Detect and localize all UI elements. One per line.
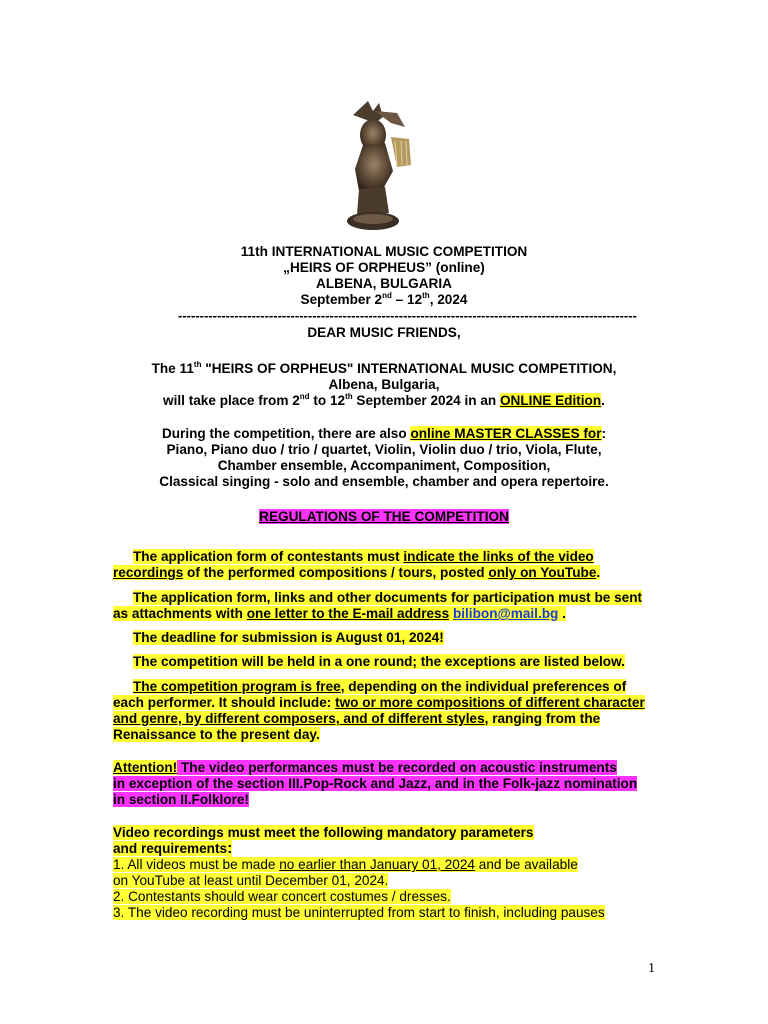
round-line: The competition will be held in a one round; the exceptions are listed below. xyxy=(133,654,625,669)
deadline-line: The deadline for submission is August 01, 2024! xyxy=(133,630,444,645)
para2-line-2: as attachments with one letter to the E-mail address bilibon@mail.bg . xyxy=(113,606,566,621)
program-line-2: each performer. It should include: two or more compositions of different character xyxy=(113,695,645,710)
online-edition-highlight: ONLINE Edition xyxy=(499,393,602,408)
attention-line-2: in exception of the section III.Pop-Rock and Jazz, and in the Folk-jazz nomination xyxy=(113,776,638,791)
orpheus-statue-photo xyxy=(313,93,432,235)
attention-label: Attention! xyxy=(113,760,178,775)
video-item-1-cont: on YouTube at least until December 01, 2024. xyxy=(113,873,389,888)
program-line-3: and genre, by different composers, and of different styles, ranging from the xyxy=(113,711,601,726)
competition-name: „HEIRS OF ORPHEUS” (online) xyxy=(283,260,485,275)
intro-line-1: The 11th "HEIRS OF ORPHEUS" INTERNATIONAL MUSIC COMPETITION, xyxy=(151,360,617,376)
video-title-line-2: and requirements: xyxy=(113,840,233,857)
video-item-1: 1. All videos must be made no earlier than January 01, 2024 and be available xyxy=(113,857,578,872)
intro-line-3: will take place from 2nd to 12th September 2024 in an ONLINE Edition. xyxy=(163,392,605,408)
program-line-4: Renaissance to the present day. xyxy=(113,727,320,742)
master-classes-highlight: online MASTER CLASSES for xyxy=(410,426,602,441)
master-classes-line-2: Piano, Piano duo / trio / quartet, Violin, Violin duo / trio, Viola, Flute, xyxy=(166,442,602,457)
video-item-2: 2. Contestants should wear concert costumes / dresses. xyxy=(113,889,451,904)
competition-location: ALBENA, BULGARIA xyxy=(316,276,452,291)
separator-line: ---------------------------------------------------------------------------------------------------------- xyxy=(178,309,637,323)
master-classes-line-4: Classical singing - solo and ensemble, chamber and opera repertoire. xyxy=(159,474,609,489)
para2-line-1: The application form, links and other documents for participation must be sent xyxy=(133,590,643,605)
page-number: 1 xyxy=(648,961,655,976)
attention-line-1: Attention! The video performances must be recorded on acoustic instruments xyxy=(113,760,617,775)
regulations-heading: REGULATIONS OF THE COMPETITION xyxy=(259,509,509,524)
para1-line-1: The application form of contestants must indicate the links of the video xyxy=(133,549,594,564)
competition-dates: September 2nd – 12th, 2024 xyxy=(300,291,468,307)
email-link[interactable]: bilibon@mail.bg xyxy=(452,606,559,621)
master-classes-line-1: During the competition, there are also online MASTER CLASSES for: xyxy=(161,426,607,441)
competition-title: 11th INTERNATIONAL MUSIC COMPETITION xyxy=(240,244,528,259)
video-item-3: 3. The video recording must be uninterrupted from start to finish, including pauses xyxy=(113,905,605,920)
greeting: DEAR MUSIC FRIENDS, xyxy=(307,325,461,340)
attention-line-3: in section II.Folklore! xyxy=(113,792,249,807)
para1-line-2: recordings of the performed compositions / tours, posted only on YouTube. xyxy=(113,565,601,580)
master-classes-line-3: Chamber ensemble, Accompaniment, Composition, xyxy=(217,458,551,473)
video-title-line-1: Video recordings must meet the following mandatory parameters xyxy=(113,825,534,840)
intro-line-2: Albena, Bulgaria, xyxy=(328,377,440,392)
program-line-1: The competition program is free, depending on the individual preferences of xyxy=(133,679,627,694)
